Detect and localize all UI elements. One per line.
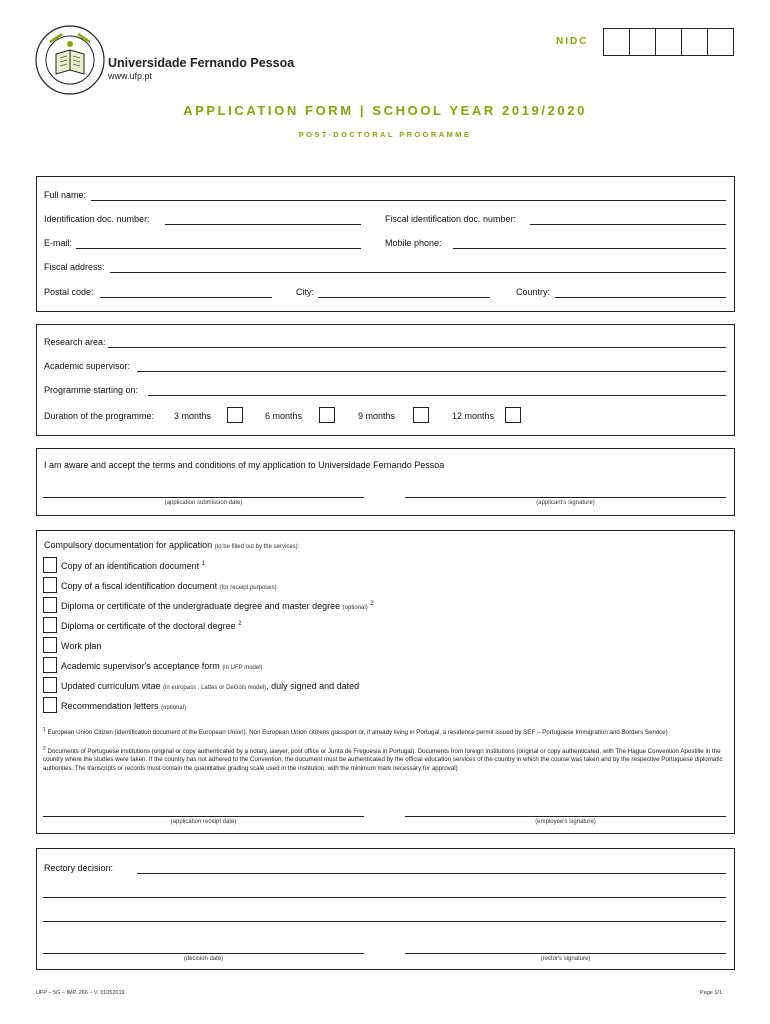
duration-12-checkbox[interactable] — [505, 407, 521, 423]
doc-item-label: Updated curriculum vitae — [61, 681, 161, 691]
footnote-1: $^1$ European Union Citizen (identification document of the European Union). Non European Union citizens (passport or, if already living in Portugal, a residence permit issued by SEF – Portuguese Immigration and Borders Service) — [43, 727, 668, 737]
doc-item-label: Diploma or certificate of the undergraduate degree and master degree — [61, 601, 341, 611]
doc-item-footnote-ref: 2 — [238, 621, 242, 627]
doc-item-footnote-ref: 1 — [201, 561, 205, 567]
doc-item-checkbox[interactable] — [43, 597, 57, 613]
footer-code: UFP – 5G – IMP. 266 – V. 31052019 — [36, 990, 125, 996]
nidc-box[interactable] — [630, 29, 656, 55]
decision-date-field[interactable] — [43, 953, 364, 954]
doc-item-checkbox[interactable] — [43, 697, 57, 713]
duration-3-label: 3 months — [174, 411, 212, 421]
nidc-box[interactable] — [708, 29, 733, 55]
duration-6-label: 6 months — [265, 411, 303, 421]
university-seal — [34, 24, 106, 96]
form-title: APPLICATION FORM | SCHOOL YEAR 2019/2020 — [183, 103, 587, 118]
page-number: Page 1/1 — [700, 990, 723, 996]
research-area-field[interactable] — [108, 347, 726, 348]
id-number-label: Identification doc. number: — [44, 214, 150, 224]
nidc-box[interactable] — [682, 29, 708, 55]
doc-item — [61, 601, 374, 611]
receipt-date-field[interactable] — [43, 816, 364, 817]
doc-item-tail: , duly signed and dated — [266, 681, 360, 691]
fiscal-id-label: Fiscal identification doc. number: — [385, 214, 517, 224]
rectory-decision-line-2[interactable] — [43, 897, 726, 898]
mobile-label: Mobile phone: — [385, 238, 442, 248]
footnote-1-text: European Union Citizen (identification document of the European Union). Non European Union citizens (passport or, if already living in Portugal, a residence permit issued by SEF – Portuguese Immigration and Borders Service) — [47, 729, 668, 737]
doc-item-checkbox[interactable] — [43, 637, 57, 653]
rectory-decision-line-3[interactable] — [43, 921, 726, 922]
email-field[interactable] — [76, 248, 361, 249]
receipt-date-caption: (application receipt date) — [170, 819, 237, 825]
country-field[interactable] — [555, 297, 726, 298]
documentation-heading — [44, 540, 299, 550]
doc-item — [61, 581, 277, 591]
doc-item-label: Diploma or certificate of the doctoral degree — [61, 621, 236, 631]
city-label: City: — [296, 287, 314, 297]
nidc-box[interactable] — [604, 29, 630, 55]
doc-item — [61, 701, 186, 711]
doc-item-note: (optional) — [342, 605, 368, 611]
doc-item — [61, 641, 101, 651]
employee-signature-caption: (employee's signature) — [535, 819, 596, 825]
doc-item — [61, 621, 241, 631]
submission-date-caption: (application submission date) — [164, 500, 243, 506]
country-label: Country: — [516, 287, 551, 297]
postal-code-field[interactable] — [100, 297, 272, 298]
doc-item-label: Copy of an identification document — [61, 561, 200, 571]
doc-item-note: (for receipt purposes) — [219, 585, 277, 591]
doc-item-label: Recommendation letters — [61, 701, 159, 711]
research-area-label: Research area: — [44, 337, 106, 347]
terms-statement: I am aware and accept the terms and conditions of my application to Universidade Fernando Pessoa — [44, 460, 445, 470]
decision-date-caption: (decision date) — [183, 956, 224, 962]
applicant-signature-field[interactable] — [405, 497, 726, 498]
supervisor-label: Academic supervisor: — [44, 361, 131, 371]
submission-date-field[interactable] — [43, 497, 364, 498]
doc-item-label: Work plan — [61, 641, 102, 651]
fiscal-address-field[interactable] — [110, 272, 726, 273]
duration-12-label: 12 months — [452, 411, 495, 421]
seal-icon — [34, 24, 106, 96]
doc-item-note: (optional) — [161, 705, 187, 711]
duration-9-checkbox[interactable] — [413, 407, 429, 423]
doc-item — [61, 561, 205, 571]
doc-item-checkbox[interactable] — [43, 657, 57, 673]
duration-label: Duration of the programme: — [44, 411, 155, 421]
university-website: www.ufp.pt — [108, 71, 153, 81]
nidc-box[interactable] — [656, 29, 682, 55]
doc-item-footnote-ref: 2 — [370, 601, 374, 607]
nidc-boxes[interactable] — [603, 28, 734, 56]
doc-item-checkbox[interactable] — [43, 617, 57, 633]
starting-on-label: Programme starting on: — [44, 385, 139, 395]
full-name-label: Full name: — [44, 190, 87, 200]
documentation-heading-note: (to be filled out by the services): — [214, 544, 300, 550]
full-name-field[interactable] — [91, 200, 726, 201]
mobile-field[interactable] — [453, 248, 726, 249]
doc-item-note: (in europass , Lattes or DeGóis model) — [163, 685, 267, 691]
university-name: Universidade Fernando Pessoa — [108, 56, 295, 70]
doc-item-label: Copy of a fiscal identification document — [61, 581, 218, 591]
rectory-section — [36, 848, 735, 970]
doc-item-label: Academic supervisor's acceptance form — [61, 661, 220, 671]
rector-signature-caption: (rector's signature) — [540, 956, 591, 962]
id-number-field[interactable] — [165, 224, 361, 225]
rectory-decision-field[interactable] — [137, 873, 726, 874]
doc-item — [61, 681, 359, 691]
footnote-2: $^2$ Documents of Portuguese institutions (original or copy authenticated by a notary, lawyer, post office or Junta de Freguesia in Portugal). Documents from foreign institutions (original or copy authenticated, with The Hague Convention Apostille in the country where the studies were taken. If the country has not adhered to the Convention, the document must be authenticated by the official education services of the country in which the course was taken and by the respective Portuguese diplomatic authorities. The transcripts or records must contain the quantitative grading scale used in the institution, with the minimum mark necessary for approval) — [43, 746, 723, 772]
applicant-signature-caption: (applicant's signature) — [536, 500, 595, 506]
supervisor-field[interactable] — [137, 371, 726, 372]
city-field[interactable] — [318, 297, 490, 298]
doc-item-checkbox[interactable] — [43, 677, 57, 693]
duration-3-checkbox[interactable] — [227, 407, 243, 423]
duration-9-label: 9 months — [358, 411, 396, 421]
doc-item-checkbox[interactable] — [43, 577, 57, 593]
starting-on-field[interactable] — [148, 395, 726, 396]
footnote-2-text: Documents of Portuguese institutions (original or copy authenticated by a notary, lawyer, post office or Junta de Freguesia in Portugal). Documents from foreign institutions (original or copy authenticated, with The Hague Convention Apostille in the country where the studies were taken. If the country has not adhered to the Convention, the document must be authenticated by the official education services of the country in which the course was taken and by the respective Portuguese diplomatic authorities. The transcripts or records must contain the quantitative grading scale used in the institution, with the minimum mark necessary for approval) — [43, 748, 723, 772]
postal-code-label: Postal code: — [44, 287, 94, 297]
email-label: E-mail: — [44, 238, 73, 248]
rectory-decision-label: Rectory decision: — [44, 863, 114, 873]
employee-signature-field[interactable] — [405, 816, 726, 817]
duration-6-checkbox[interactable] — [319, 407, 335, 423]
doc-item-checkbox[interactable] — [43, 557, 57, 573]
nidc-label: NIDC — [556, 36, 589, 47]
fiscal-id-field[interactable] — [530, 224, 726, 225]
doc-item — [61, 661, 263, 671]
rector-signature-field[interactable] — [405, 953, 726, 954]
form-subtitle: POST-DOCTORAL PROGRAMME — [298, 130, 472, 139]
fiscal-address-label: Fiscal address: — [44, 262, 105, 272]
doc-item-note: (in UFP model) — [222, 665, 263, 671]
documentation-heading-text: Compulsory documentation for application — [44, 540, 213, 550]
